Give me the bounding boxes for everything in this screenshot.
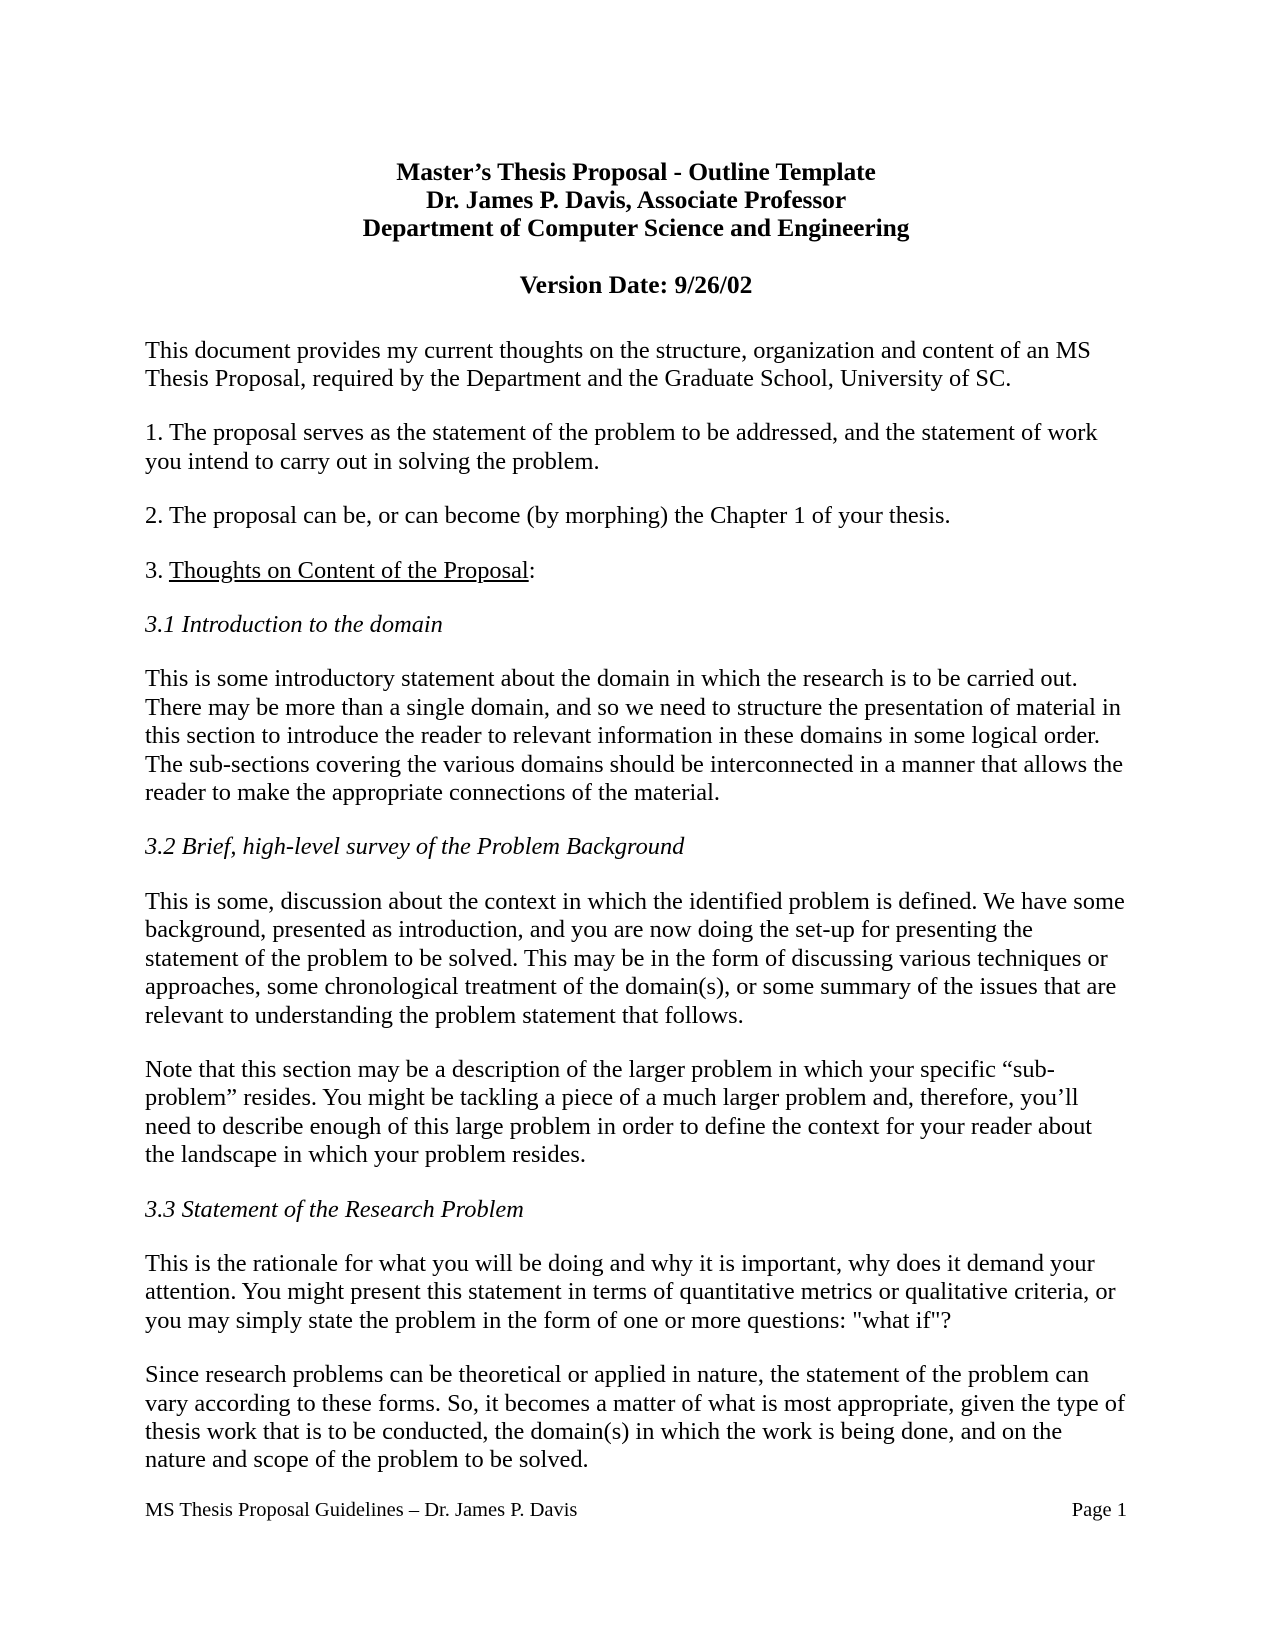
list-item-3-underlined-title: Thoughts on Content of the Proposal — [168, 556, 529, 584]
section-heading-3-3: 3.3 Statement of the Research Problem — [145, 1195, 524, 1223]
section-heading-3-1: 3.1 Introduction to the domain — [145, 611, 443, 639]
list-item-3-colon: : — [528, 556, 536, 584]
version-date: Version Date: 9/26/02 — [519, 269, 753, 299]
section-3-2-paragraph-2: Note that this section may be a description of the larger problem in which your specific “sub-problem” resides. You might be tackling a piece of a much larger problem and, therefore, you’ll need to describe enough of this large problem in order to define the context for your reader about the landscape in which your problem resides. — [145, 1055, 1093, 1169]
title-line-3: Department of Computer Science and Engineering — [362, 213, 910, 243]
spacer — [145, 1030, 1127, 1056]
footer-document-label: MS Thesis Proposal Guidelines – Dr. James P. Davis — [145, 1499, 578, 1521]
spacer — [145, 585, 1127, 611]
list-item-1: 1. The proposal serves as the statement of the problem to be addressed, and the statement of work you intend to carry out in solving the problem. — [145, 419, 1098, 475]
spacer — [145, 1224, 1127, 1250]
section-3-1-paragraph-1: This is some introductory statement about the domain in which the research is to be carried out. There may be more than a single domain, and so we need to structure the presentation of material in this section to introduce the reader to relevant information in these domains in some logical order. The sub-sections covering the various domains should be interconnected in a manner that allows the reader to make the appropriate connections of the material. — [145, 665, 1124, 807]
spacer — [145, 862, 1127, 888]
list-item-3 — [145, 557, 1127, 585]
spacer — [145, 1170, 1127, 1196]
spacer — [145, 299, 1127, 337]
spacer — [145, 1335, 1127, 1361]
page-footer — [145, 1498, 1127, 1522]
section-3-3-paragraph-1: This is the rationale for what you will be doing and why it is important, why does it demand your attention. You might present this statement in terms of quantitative metrics or qualitative criteria, or you may simply state the problem in the form of one or more questions: "what if"? — [145, 1249, 1116, 1334]
title-line-2: Dr. James P. Davis, Associate Professor — [425, 185, 847, 215]
spacer — [145, 531, 1127, 557]
intro-paragraph: This document provides my current thoughts on the structure, organization and content of an MS Thesis Proposal, required by the Department and the Graduate School, University of SC. — [145, 336, 1091, 393]
footer-page-number: Page 1 — [1071, 1499, 1127, 1521]
list-item-2: 2. The proposal can be, or can become (by morphing) the Chapter 1 of your thesis. — [145, 502, 951, 530]
list-item-3-number: 3. — [145, 556, 169, 584]
section-heading-3-2: 3.2 Brief, high-level survey of the Problem Background — [145, 833, 685, 861]
spacer — [145, 476, 1127, 502]
section-3-2-paragraph-1: This is some, discussion about the context in which the identified problem is defined. We have some background, presented as introduction, and you are now doing the set-up for presenting the statement of the problem to be solved. This may be in the form of discussing various techniques or approaches, some chronological treatment of the domain(s), or some summary of the issues that are relevant to understanding the problem statement that follows. — [145, 887, 1125, 1029]
spacer — [145, 393, 1127, 419]
title-line-1: Master’s Thesis Proposal - Outline Template — [396, 157, 876, 186]
spacer — [145, 807, 1127, 833]
spacer — [145, 639, 1127, 665]
document-title-block — [145, 158, 1127, 243]
section-3-3-paragraph-2: Since research problems can be theoretical or applied in nature, the statement of the problem can vary according to these forms. So, it becomes a matter of what is most appropriate, given the type of thesis work that is to be conducted, the domain(s) in which the work is being done, and on the nature and scope of the problem to be solved. — [145, 1361, 1126, 1474]
